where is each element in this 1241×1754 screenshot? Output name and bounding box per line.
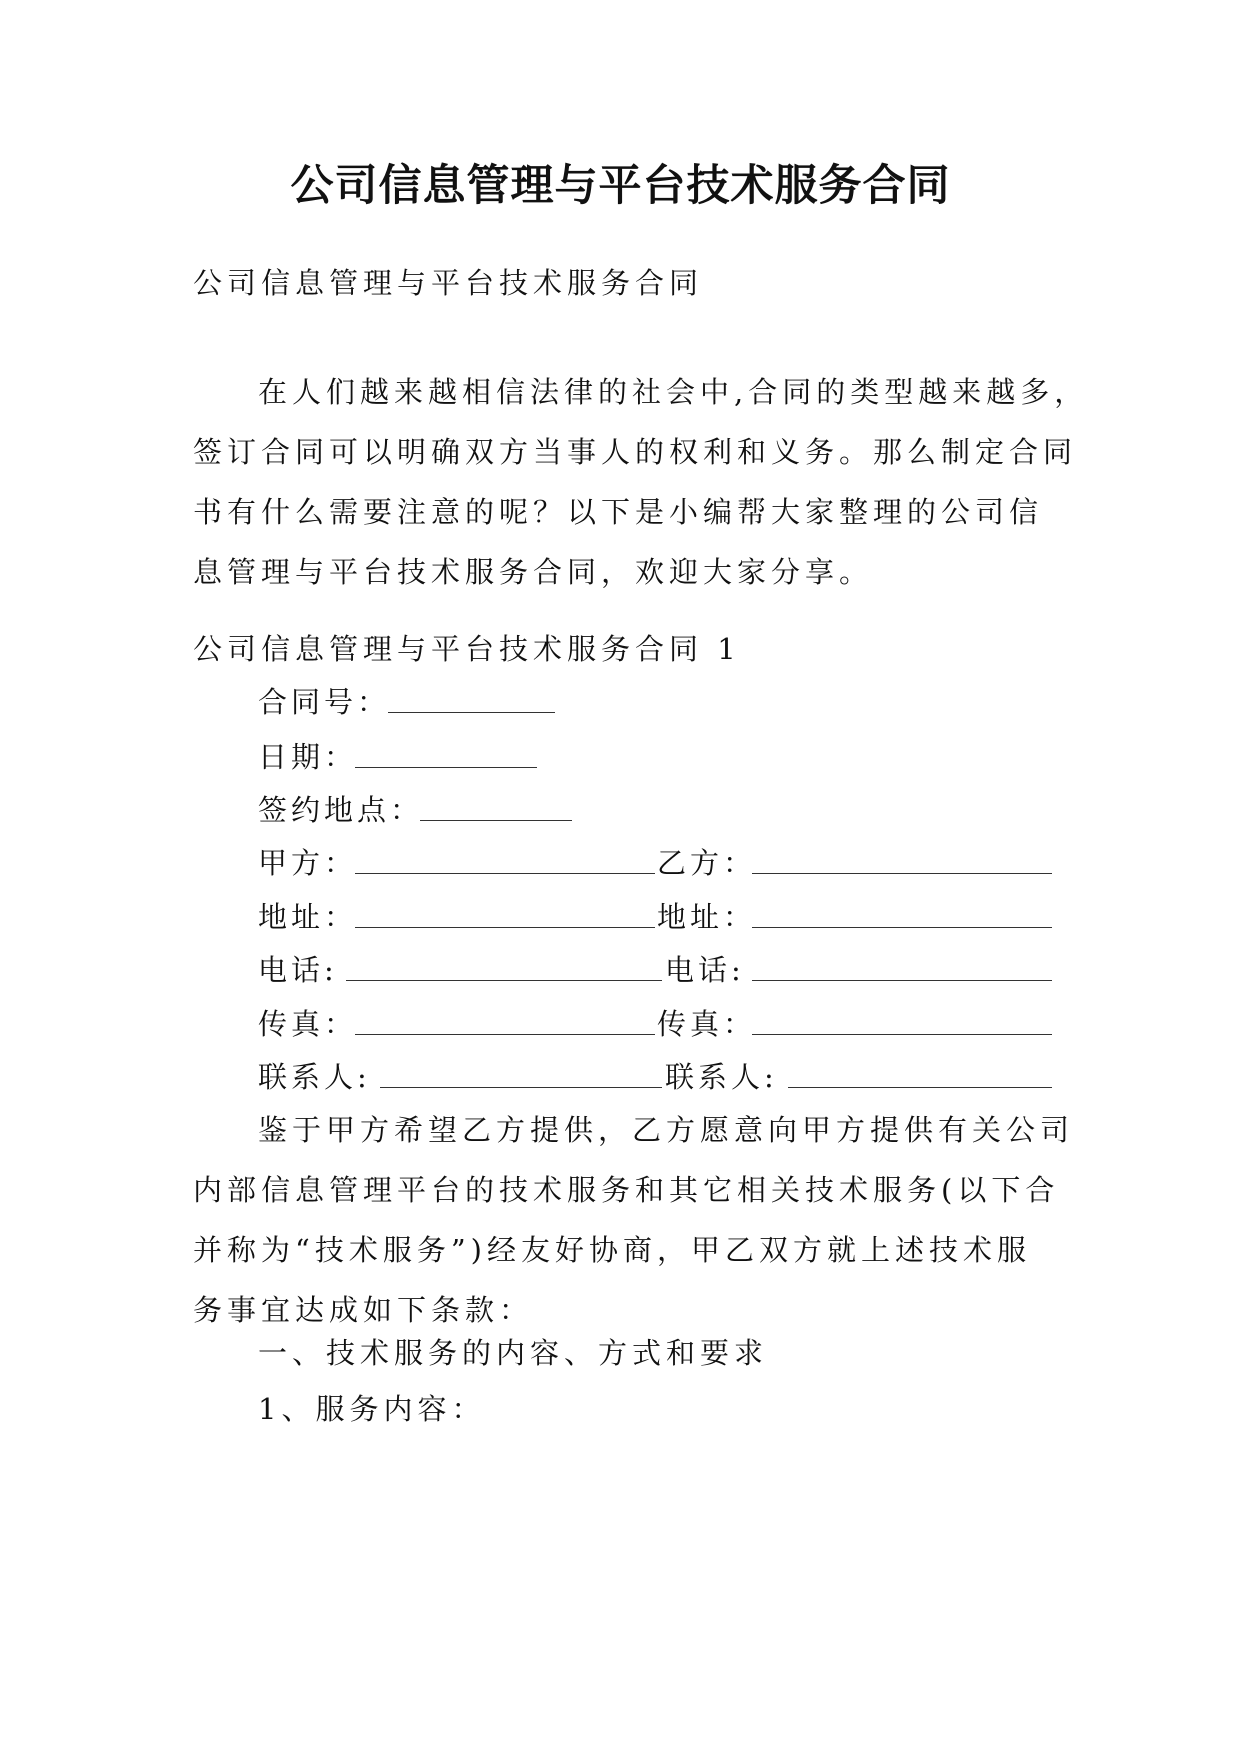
clause-item: 1、服务内容：: [258, 1392, 486, 1426]
contact-a-blank[interactable]: [380, 1087, 662, 1088]
sign-place-blank[interactable]: [420, 820, 572, 821]
address-b-blank[interactable]: [752, 927, 1052, 928]
phone-a-label: 电话:: [258, 953, 338, 987]
contact-a-label: 联系人:: [258, 1060, 371, 1094]
party-a-label: 甲方：: [258, 846, 358, 880]
phone-a-blank[interactable]: [346, 980, 662, 981]
whereas-line: 并称为“技术服务”)经友好协商，甲乙双方就上述技术服: [193, 1233, 1031, 1267]
party-a-blank[interactable]: [355, 873, 655, 874]
document-title: 公司信息管理与平台技术服务合同: [290, 161, 951, 211]
phone-b-blank[interactable]: [752, 980, 1052, 981]
date-label: 日期：: [258, 740, 358, 774]
whereas-line: 鉴于甲方希望乙方提供，乙方愿意向甲方提供有关公司: [258, 1113, 1075, 1147]
section-title: 公司信息管理与平台技术服务合同 1: [193, 632, 741, 666]
intro-line: 在人们越来越相信法律的社会中,合同的类型越来越多，: [258, 375, 1089, 409]
contact-b-label: 联系人:: [665, 1060, 778, 1094]
fax-b-label: 传真：: [657, 1007, 757, 1041]
contact-b-blank[interactable]: [788, 1087, 1052, 1088]
clause-heading: 一、技术服务的内容、方式和要求: [258, 1336, 769, 1370]
party-b-label: 乙方：: [657, 846, 757, 880]
phone-b-label: 电话:: [665, 953, 745, 987]
whereas-line: 务事宜达成如下条款：: [193, 1293, 534, 1327]
contract-number-label: 合同号：: [258, 685, 391, 719]
address-a-blank[interactable]: [355, 927, 655, 928]
document-subtitle: 公司信息管理与平台技术服务合同: [193, 266, 704, 300]
whereas-line: 内部信息管理平台的技术服务和其它相关技术服务(以下合: [193, 1173, 1060, 1207]
intro-line: 签订合同可以明确双方当事人的权利和义务。那么制定合同: [193, 435, 1078, 469]
intro-line: 书有什么需要注意的呢？以下是小编帮大家整理的公司信: [193, 495, 1044, 529]
date-blank[interactable]: [355, 767, 537, 768]
fax-a-label: 传真：: [258, 1007, 358, 1041]
intro-paragraph: [193, 362, 1089, 602]
intro-line: 息管理与平台技术服务合同，欢迎大家分享。: [193, 555, 874, 589]
sign-place-label: 签约地点：: [258, 793, 424, 827]
party-b-blank[interactable]: [752, 873, 1052, 874]
address-a-label: 地址：: [258, 900, 358, 934]
contract-number-blank[interactable]: [388, 712, 555, 713]
fax-a-blank[interactable]: [355, 1034, 655, 1035]
fax-b-blank[interactable]: [752, 1034, 1052, 1035]
address-b-label: 地址：: [657, 900, 757, 934]
whereas-paragraph: [193, 1100, 1075, 1340]
